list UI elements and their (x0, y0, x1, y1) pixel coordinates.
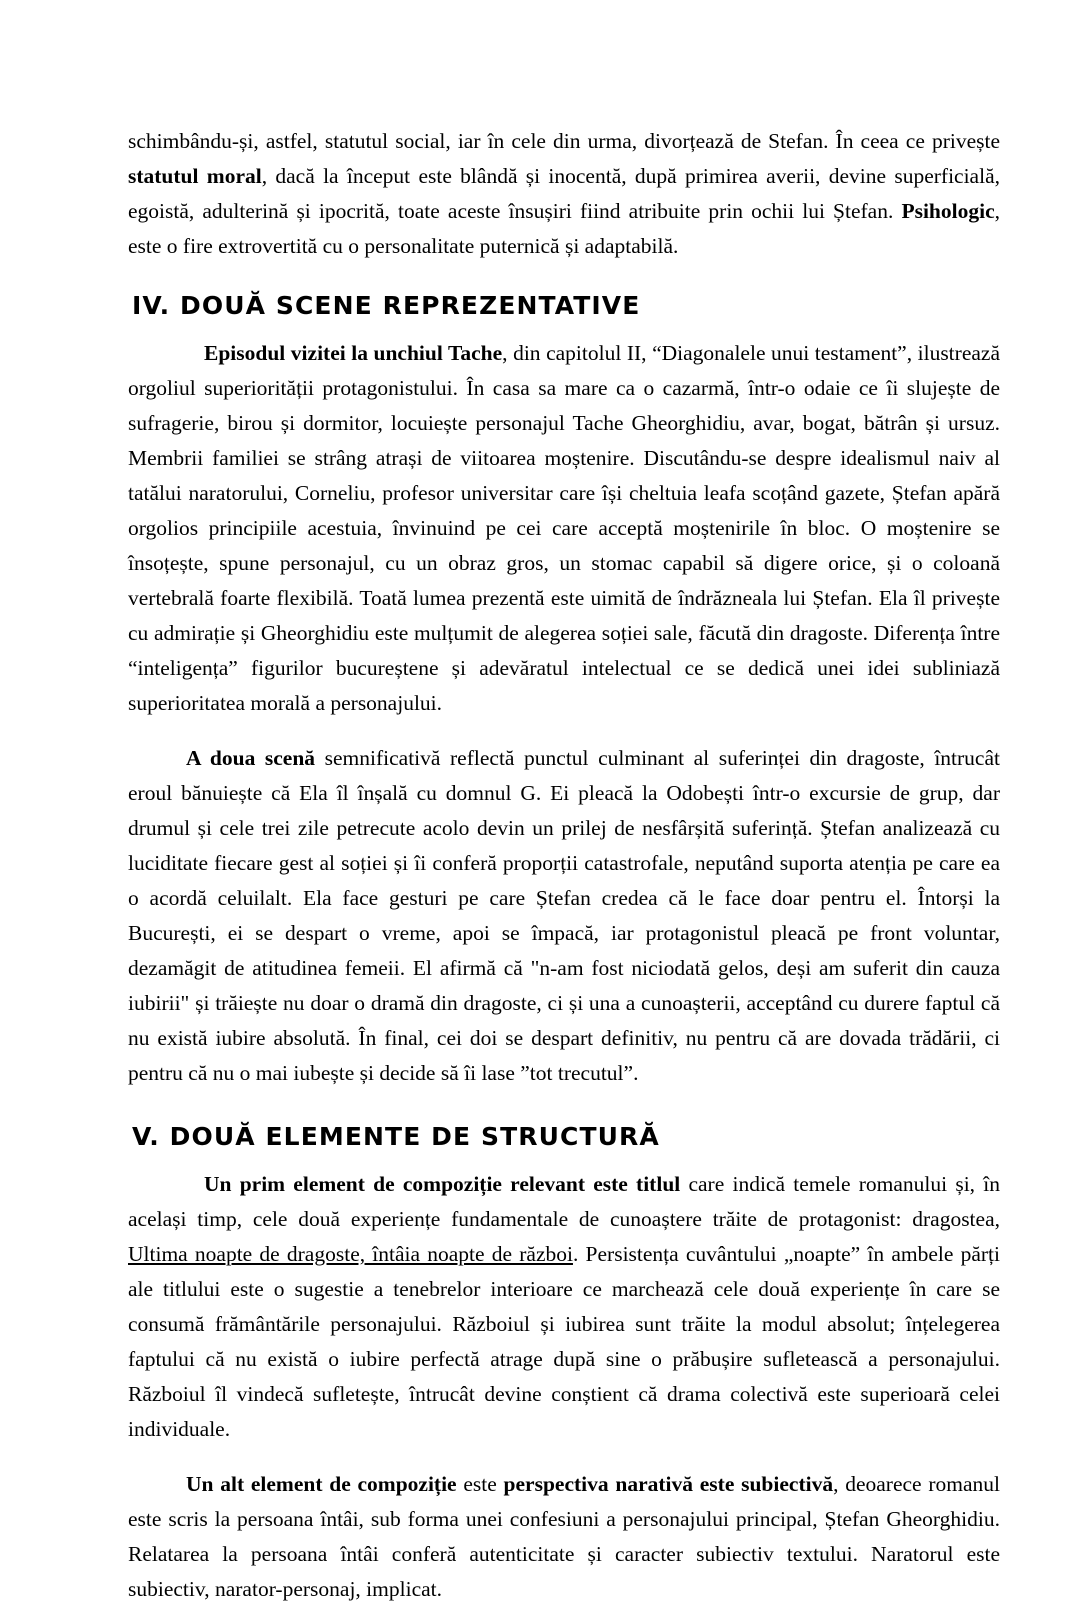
text-run: , din capitolul II, “Diagonalele unui testament”, ilustrează orgoliul superiorității protagonistului. În casa sa mare ca o cazarmă, într-o odaie ce îi slujește de sufragerie, birou și dormitor, locuiește personajul Tache Gheorghidiu, avar, bogat, bătrân și ursuz. Membrii familiei se strâng atrași de viitoarea moștenire. Discutându-se despre idealismul naiv al tatălui naratorului, Corneliu, profesor universitar care își cheltuia leafa scoțând gazete, Ștefan apără orgolios principiile acestuia, învinuind pe cei care acceptă moștenirile în bloc. O moștenire se însoțește, spune personajul, cu un obraz gros, un stomac capabil să digere orice, și o coloană vertebrală foarte flexibilă. Toată lumea prezentă este uimită de îndrăzneala lui Ștefan. Ela îl privește cu admirație și Gheorghidiu este mulțumit de alegerea soției sale, făcută din dragoste. Diferența între “inteligența” figurilor bucureștene și adevăratul intelectual ce se dedică unei idei subliniază superioritatea morală a personajului. (128, 341, 1000, 715)
paragraph (128, 1467, 1000, 1607)
paragraph (128, 1167, 1000, 1447)
text-run: , este o fire extrovertită cu o personalitate puternică și adaptabilă. (128, 199, 1000, 258)
book-title-underlined: Ultima noapte de dragoste, întâia noapte de război (128, 1242, 573, 1266)
section-v-body (128, 1167, 1000, 1607)
emphasis-bold: Un alt element de compoziție (186, 1472, 457, 1496)
text-run: semnificativă reflectă punctul culminant al suferinței din dragoste, întrucât eroul bănuiește că Ela îl înșală cu domnul G. Ei pleacă la Odobești într-o excursie de grup, dar drumul și cele trei zile petrecute acolo devin un prilej de nesfârșită suferință. Ștefan analizează cu luciditate fiecare gest al soției și îi conferă proporții catastrofale, neputând suporta atenția pe care ea o acordă celuilalt. Ela face gesturi pe care Ștefan credea că le face doar pentru el. Întorși la București, ei se despart o vreme, apoi se împacă, iar protagonistul pleacă pe front voluntar, dezamăgit de atitudinea femeii. El afirmă că "n-am fost niciodată gelos, deși am suferit din cauza iubirii" și trăiește nu doar o dramă din dragoste, ci și una a cunoașterii, acceptând cu durere faptul că nu există iubire absolută. În final, cei doi se despart definitiv, nu pentru că are dovada trădării, ci pentru că nu o mai iubește și decide să îi lase ”tot trecutul”. (128, 746, 1000, 1085)
section-heading-iv: IV. DOUĂ SCENE REPREZENTATIVE (132, 291, 641, 320)
emphasis-bold: Episodul vizitei la unchiul Tache (204, 341, 503, 365)
emphasis-bold: perspectiva narativă este subiectivă (503, 1472, 834, 1496)
intro-paragraph-block (128, 124, 1000, 264)
paragraph (128, 741, 1000, 1091)
text-run: care indică temele romanului și, în același timp, cele două experiențe fundamentale de cunoaștere trăite de protagonist: dragostea, (128, 1172, 1000, 1231)
paragraph (128, 336, 1000, 721)
section-heading-v: V. DOUĂ ELEMENTE DE STRUCTURĂ (132, 1122, 660, 1151)
text-run: . Persistența cuvântului „noapte” în ambele părți ale titlului este o sugestie a tenebrelor interioare ce marchează cele două experiențe în care se consumă frământările personajului. Războiul și iubirea sunt trăite la modul absolut; înțelegerea faptului că nu există o iubire perfectă atrage după sine o prăbușire sufletească a personajului. Războiul îl vindecă sufletește, întrucât devine conștient că drama colectivă este superioară celei individuale. (128, 1242, 1001, 1441)
section-iv-body (128, 336, 1000, 1091)
emphasis-bold: Un prim element de compoziție relevant este titlul (204, 1172, 681, 1196)
text-run: schimbându-și, astfel, statutul social, iar în cele din urma, divorțează de Stefan. În ceea ce privește (128, 129, 1000, 153)
emphasis-bold: Psihologic (901, 199, 995, 223)
paragraph (128, 124, 1000, 264)
emphasis-bold: statutul moral (128, 164, 262, 188)
text-run: , dacă la început este blândă și inocentă, după primirea averii, devine superficială, egoistă, adulterină și ipocrită, toate aceste însușiri fiind atribuite prin ochii lui Ștefan. (128, 164, 1000, 223)
text-run: este (456, 1472, 504, 1496)
text-run: , deoarece romanul este scris la persoana întâi, sub forma unei confesiuni a personajului principal, Ștefan Gheorghidiu. Relatarea la persoana întâi conferă autenticitate și caracter subiectiv textului. Naratorul este subiectiv, narator-personaj, implicat. (128, 1472, 1000, 1601)
emphasis-bold: A doua scenă (186, 746, 316, 770)
